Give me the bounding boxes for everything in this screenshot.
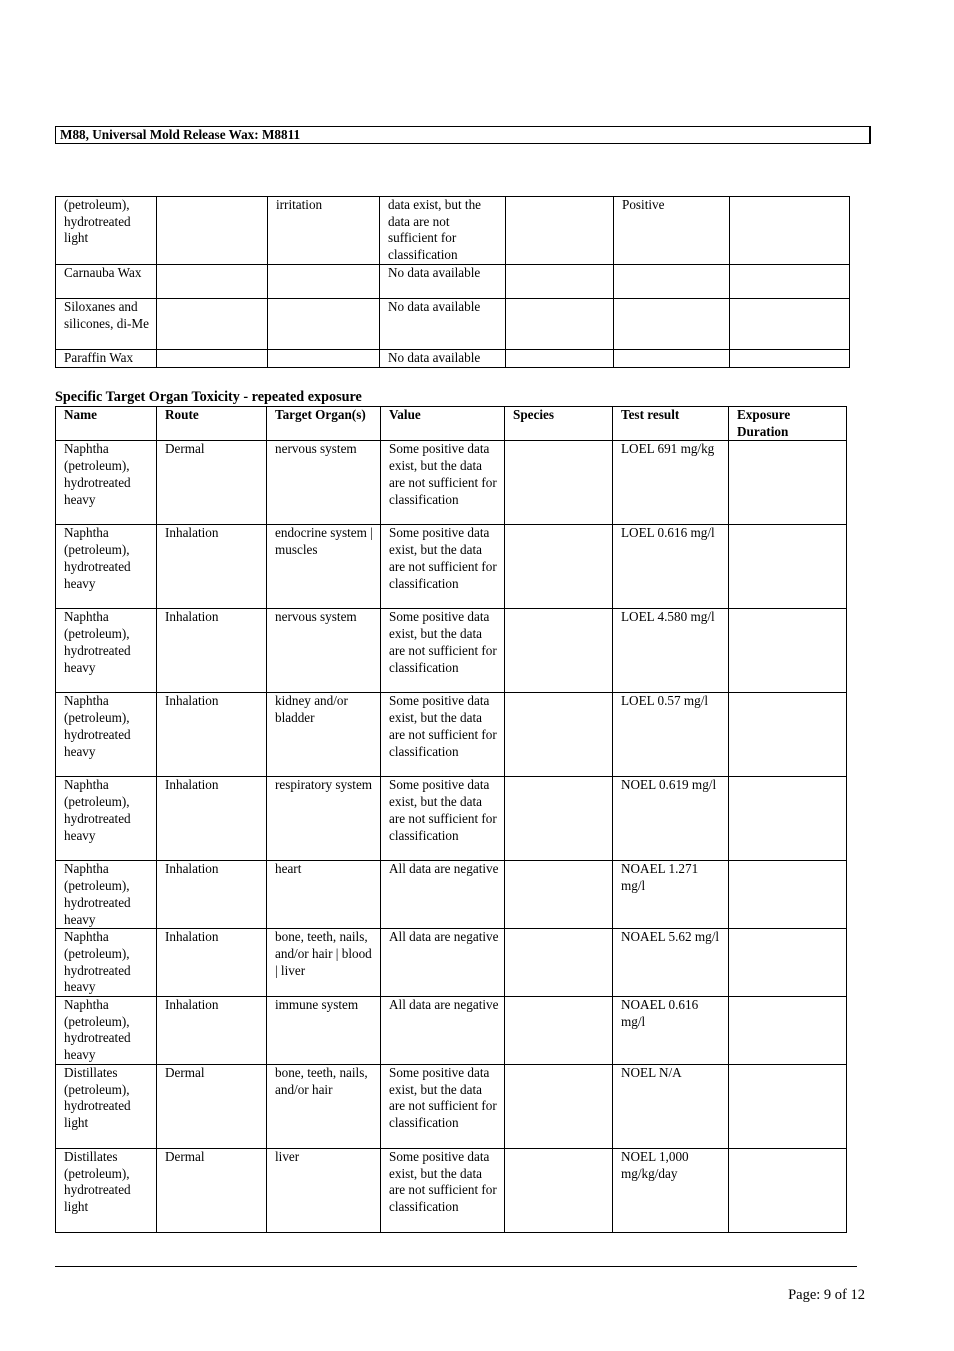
cell-name: Naphtha (petroleum), hydrotreated heavy <box>56 777 157 861</box>
cell-species <box>505 525 613 609</box>
cell-target <box>268 265 380 299</box>
header-species: Species <box>505 407 613 441</box>
table-row <box>56 441 847 525</box>
cell-duration <box>729 693 847 777</box>
cell-route <box>157 197 268 265</box>
cell-value: No data available <box>380 350 506 368</box>
cell-target: endocrine system | muscles <box>267 525 381 609</box>
cell-target: irritation <box>268 197 380 265</box>
cell-value: All data are negative <box>381 929 505 997</box>
cell-result: NOEL N/A <box>613 1064 729 1148</box>
cell-result: LOEL 0.57 mg/l <box>613 693 729 777</box>
cell-target: respiratory system <box>267 777 381 861</box>
table-row <box>56 197 850 265</box>
cell-species <box>506 350 614 368</box>
cell-name: Naphtha (petroleum), hydrotreated heavy <box>56 693 157 777</box>
table-row <box>56 1148 847 1232</box>
cell-target: heart <box>267 861 381 929</box>
cell-name: Carnauba Wax <box>56 265 157 299</box>
cell-species <box>505 997 613 1065</box>
cell-species <box>505 777 613 861</box>
cell-species <box>505 693 613 777</box>
cell-target: immune system <box>267 997 381 1065</box>
cell-value: Some positive data exist, but the data are not sufficient for classification <box>381 441 505 525</box>
cell-result: LOEL 4.580 mg/l <box>613 609 729 693</box>
header-target-organs: Target Organ(s) <box>267 407 381 441</box>
cell-result: NOAEL 1.271 mg/l <box>613 861 729 929</box>
cell-species <box>506 299 614 350</box>
cell-route: Inhalation <box>157 997 267 1065</box>
cell-target: bone, teeth, nails, and/or hair | blood | liver <box>267 929 381 997</box>
cell-result <box>614 265 730 299</box>
cell-result: LOEL 691 mg/kg <box>613 441 729 525</box>
cell-target: nervous system <box>267 609 381 693</box>
cell-result: LOEL 0.616 mg/l <box>613 525 729 609</box>
section-title: Specific Target Organ Toxicity - repeated exposure <box>55 389 362 405</box>
cell-target: kidney and/or bladder <box>267 693 381 777</box>
cell-name: Paraffin Wax <box>56 350 157 368</box>
table-header-row <box>56 407 847 441</box>
page-number: Page: 9 of 12 <box>788 1287 865 1303</box>
cell-route: Dermal <box>157 441 267 525</box>
table-row <box>56 609 847 693</box>
cell-value: data exist, but the data are not sufficient for classification <box>380 197 506 265</box>
cell-value: All data are negative <box>381 861 505 929</box>
cell-duration <box>729 1148 847 1232</box>
cell-species <box>505 441 613 525</box>
repeated-exposure-table <box>55 406 847 1233</box>
cell-value: No data available <box>380 299 506 350</box>
cell-value: Some positive data exist, but the data are not sufficient for classification <box>381 1148 505 1232</box>
table-row <box>56 265 850 299</box>
cell-species <box>505 929 613 997</box>
cell-route <box>157 299 268 350</box>
cell-name: Distillates (petroleum), hydrotreated light <box>56 1064 157 1148</box>
header-test-result: Test result <box>613 407 729 441</box>
cell-value: Some positive data exist, but the data are not sufficient for classification <box>381 1064 505 1148</box>
cell-target: bone, teeth, nails, and/or hair <box>267 1064 381 1148</box>
cell-route: Dermal <box>157 1064 267 1148</box>
table-row <box>56 997 847 1065</box>
cell-name: (petroleum), hydrotreated light <box>56 197 157 265</box>
cell-value: Some positive data exist, but the data are not sufficient for classification <box>381 693 505 777</box>
cell-name: Distillates (petroleum), hydrotreated light <box>56 1148 157 1232</box>
header-value: Value <box>381 407 505 441</box>
cell-duration <box>730 265 850 299</box>
cell-duration <box>729 861 847 929</box>
cell-result: Positive <box>614 197 730 265</box>
cell-duration <box>729 525 847 609</box>
cell-target <box>268 350 380 368</box>
cell-route <box>157 265 268 299</box>
cell-result: NOAEL 5.62 mg/l <box>613 929 729 997</box>
cell-name: Naphtha (petroleum), hydrotreated heavy <box>56 441 157 525</box>
cell-duration <box>730 299 850 350</box>
cell-target <box>268 299 380 350</box>
toxicity-table-continued <box>55 196 850 368</box>
footer-divider <box>55 1266 857 1267</box>
cell-value: No data available <box>380 265 506 299</box>
table-row <box>56 861 847 929</box>
cell-route: Inhalation <box>157 525 267 609</box>
table-row <box>56 929 847 997</box>
cell-species <box>506 197 614 265</box>
cell-target: nervous system <box>267 441 381 525</box>
cell-duration <box>730 197 850 265</box>
table-row <box>56 299 850 350</box>
cell-value: Some positive data exist, but the data are not sufficient for classification <box>381 525 505 609</box>
cell-species <box>505 861 613 929</box>
cell-route: Dermal <box>157 1148 267 1232</box>
cell-value: Some positive data exist, but the data are not sufficient for classification <box>381 777 505 861</box>
cell-route: Inhalation <box>157 609 267 693</box>
cell-duration <box>729 441 847 525</box>
cell-name: Naphtha (petroleum), hydrotreated heavy <box>56 929 157 997</box>
cell-name: Siloxanes and silicones, di-Me <box>56 299 157 350</box>
cell-result: NOAEL 0.616 mg/l <box>613 997 729 1065</box>
header-route: Route <box>157 407 267 441</box>
cell-duration <box>729 929 847 997</box>
table-row <box>56 1064 847 1148</box>
cell-duration <box>729 609 847 693</box>
cell-duration <box>729 997 847 1065</box>
table-row <box>56 350 850 368</box>
header-name: Name <box>56 407 157 441</box>
cell-species <box>505 1064 613 1148</box>
table-row <box>56 777 847 861</box>
cell-duration <box>729 1064 847 1148</box>
cell-route: Inhalation <box>157 861 267 929</box>
cell-route: Inhalation <box>157 693 267 777</box>
cell-name: Naphtha (petroleum), hydrotreated heavy <box>56 997 157 1065</box>
cell-result <box>614 350 730 368</box>
cell-target: liver <box>267 1148 381 1232</box>
table-row <box>56 525 847 609</box>
cell-name: Naphtha (petroleum), hydrotreated heavy <box>56 525 157 609</box>
document-header-title: M88, Universal Mold Release Wax: M8811 <box>55 126 871 144</box>
cell-result <box>614 299 730 350</box>
cell-duration <box>730 350 850 368</box>
cell-species <box>505 609 613 693</box>
cell-route: Inhalation <box>157 929 267 997</box>
cell-route: Inhalation <box>157 777 267 861</box>
cell-species <box>505 1148 613 1232</box>
cell-duration <box>729 777 847 861</box>
cell-name: Naphtha (petroleum), hydrotreated heavy <box>56 861 157 929</box>
cell-route <box>157 350 268 368</box>
cell-result: NOEL 1,000 mg/kg/day <box>613 1148 729 1232</box>
cell-value: All data are negative <box>381 997 505 1065</box>
header-exposure-duration: Exposure Duration <box>729 407 847 441</box>
cell-species <box>506 265 614 299</box>
cell-result: NOEL 0.619 mg/l <box>613 777 729 861</box>
cell-value: Some positive data exist, but the data are not sufficient for classification <box>381 609 505 693</box>
table-row <box>56 693 847 777</box>
cell-name: Naphtha (petroleum), hydrotreated heavy <box>56 609 157 693</box>
